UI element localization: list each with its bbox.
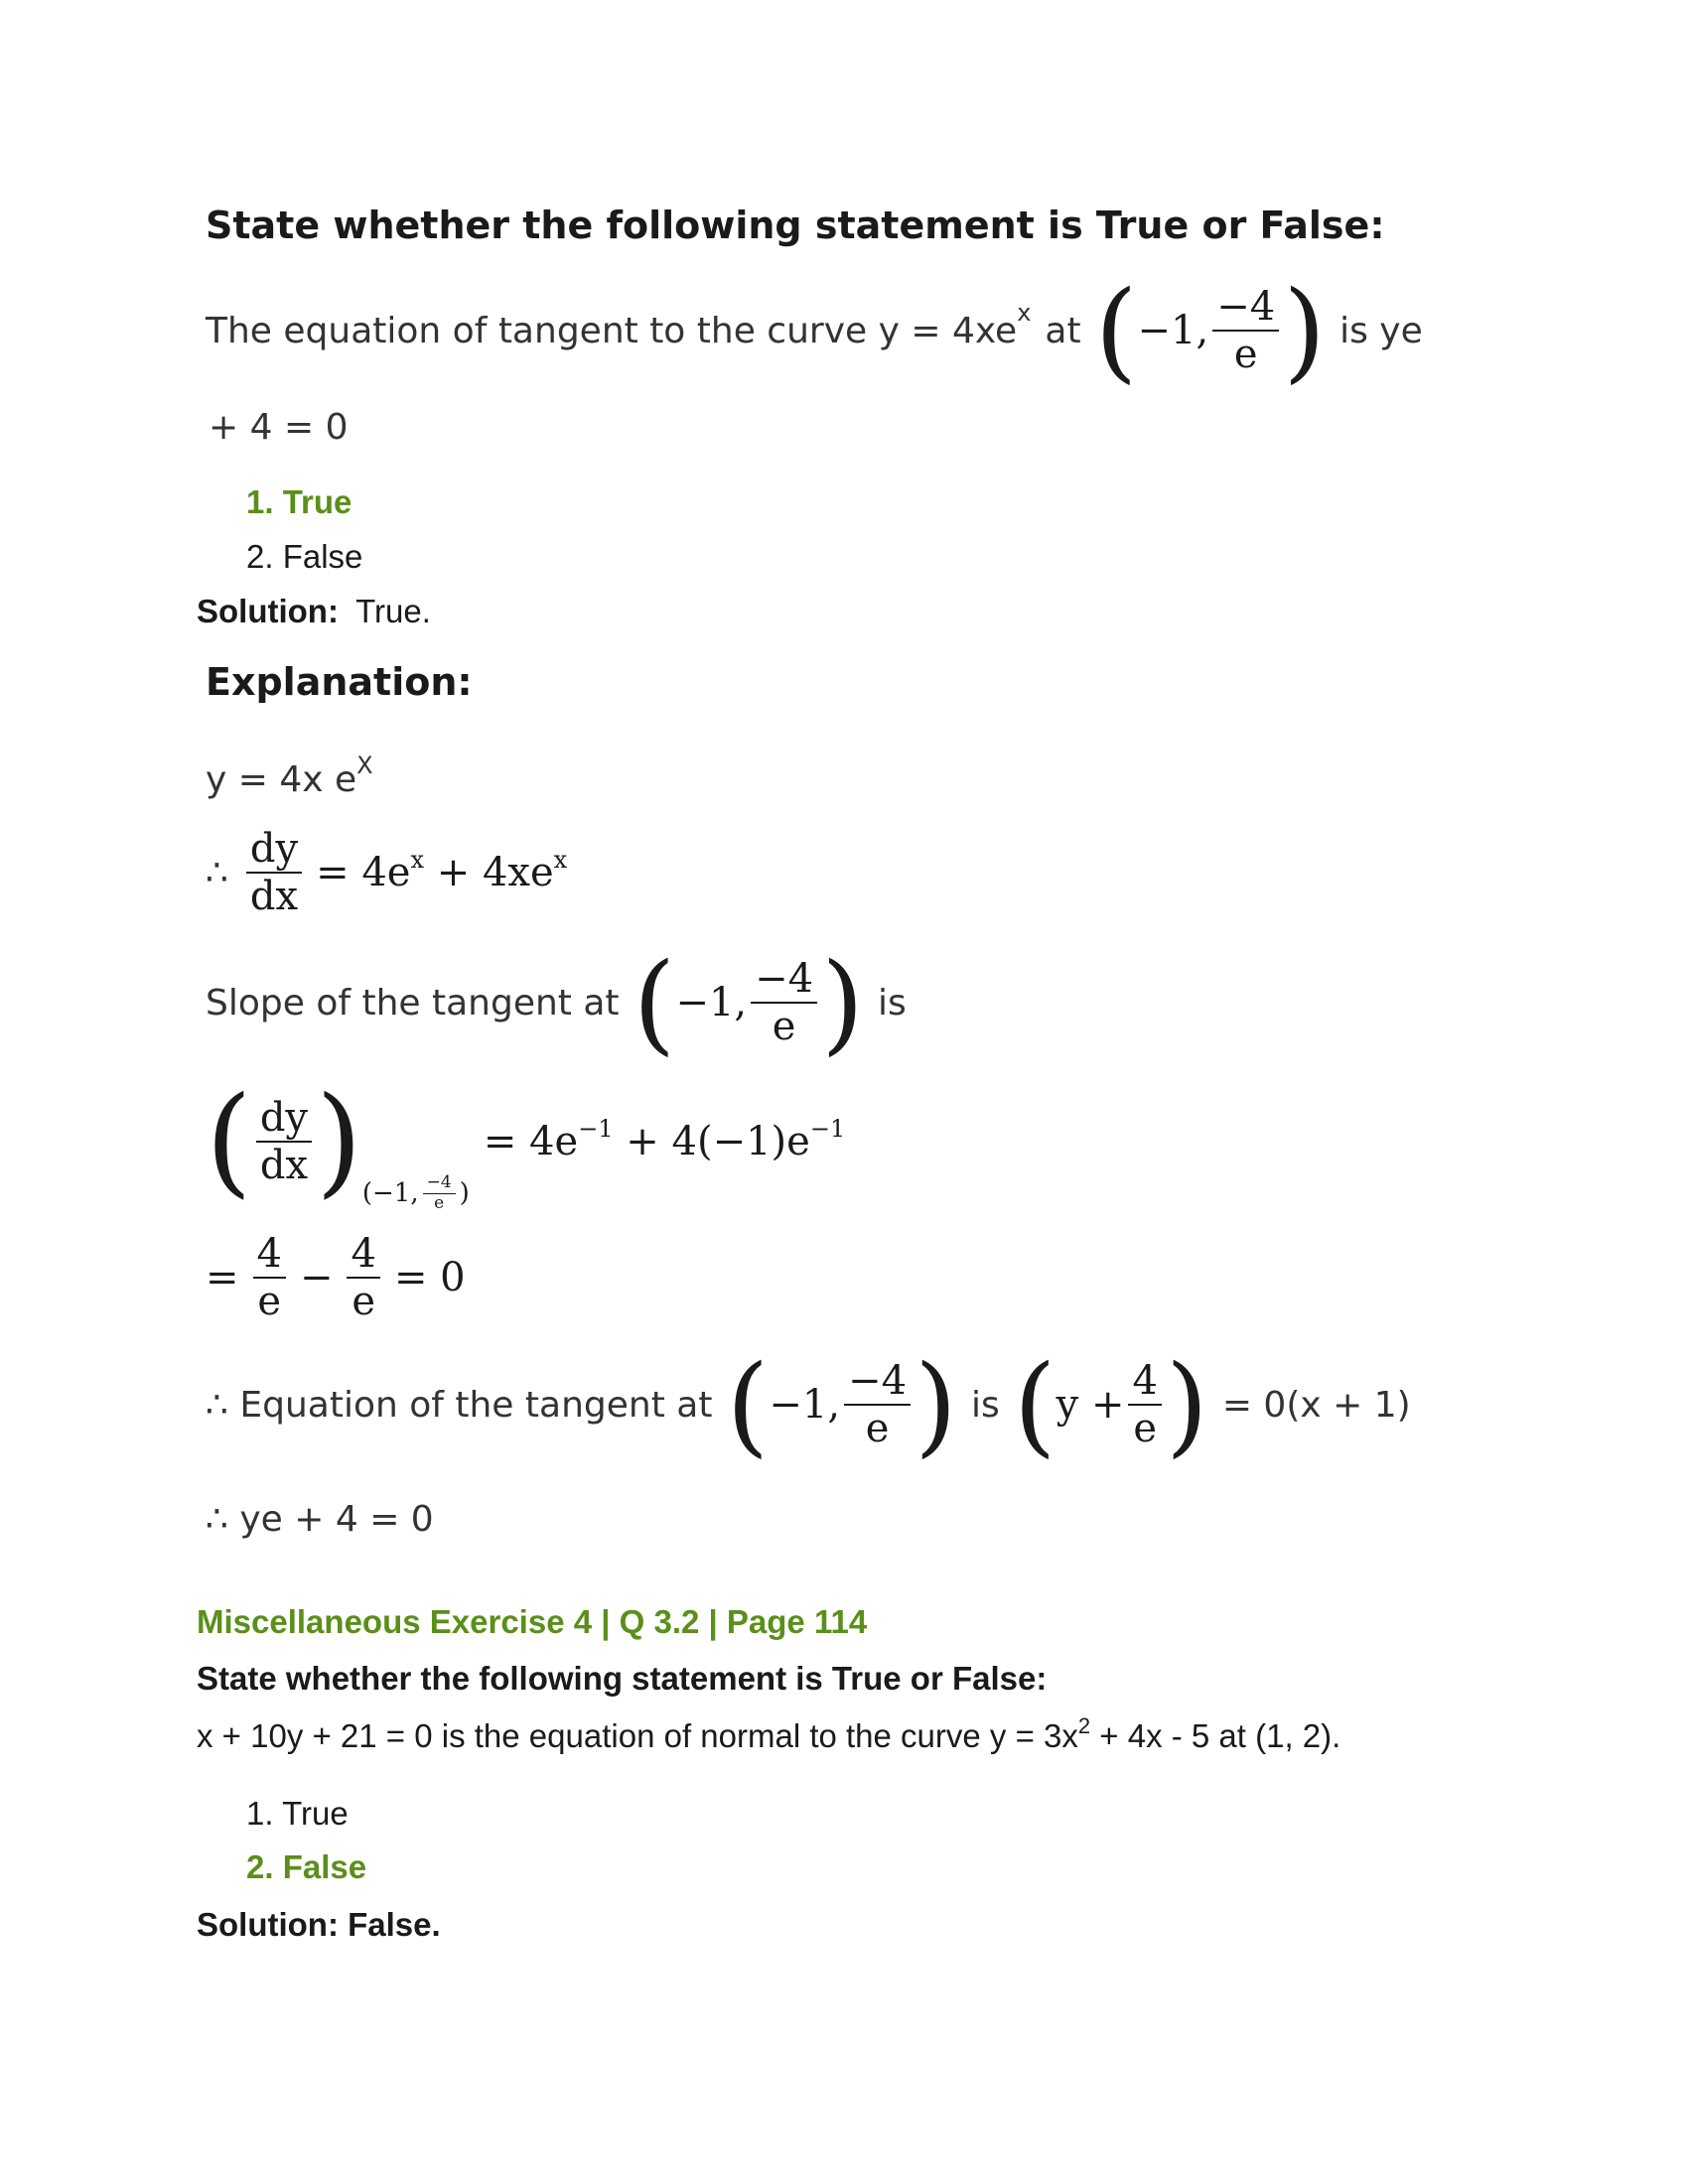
derivative-rhs [316,846,568,895]
q2-statement-a: x + 10y + 21 = 0 is the equation of normal to the curve y = 3x [197,1717,1078,1754]
dy-dx-den: dx [249,874,299,919]
tangent-y: y + [1055,1382,1125,1428]
slope-point-fraction [751,956,817,1049]
eval-sub-fraction [423,1173,456,1213]
right-paren: ) [821,939,865,1066]
slope-point-x: −1, [675,980,748,1025]
tangent-fraction-num: 4 [1128,1358,1161,1406]
right-paren: ) [914,1341,957,1468]
tangent-equation-line [206,1341,1411,1468]
q1-option-false[interactable]: 2. False [246,538,363,575]
tangent-prefix: ∴ Equation of the tangent at [206,1384,713,1426]
eval-sub-den: e [434,1192,445,1213]
derivative-rhs-sup1: x [410,846,425,874]
eval-rhs-b: + 4(−1)e [613,1119,810,1164]
eq-tail: = 0 [393,1255,466,1300]
eval-rhs-sup1: −1 [578,1115,614,1143]
minus-sign: − [299,1255,334,1300]
explanation-line-1 [206,751,373,800]
slope-point-den: e [772,1004,796,1049]
eval-rhs [483,1115,846,1164]
q1-statement-continued: + 4 = 0 [209,407,349,448]
right-paren: ) [316,1072,362,1210]
eval-fraction [256,1095,312,1188]
dy-dx-num: dy [246,826,302,874]
q1-solution [197,593,431,630]
tangent-fraction [1128,1358,1161,1451]
left-paren: ( [633,939,676,1066]
slope-point-num: −4 [751,956,817,1004]
q2-statement-sup: 2 [1077,1713,1091,1738]
q1-statement-prefix: The equation of tangent to the curve y = 4xe [206,310,1018,351]
dy-dx-fraction [246,826,302,919]
slope-line [206,939,907,1066]
tangent-point-x: −1, [769,1382,841,1428]
derivative-line [206,826,567,919]
eval-den: dx [259,1143,309,1188]
q2-option-false[interactable]: 2. False [246,1848,367,1885]
q2-statement-b: + 4x - 5 at (1, 2). [1090,1717,1341,1754]
q2-solution: Solution: False. [197,1906,441,1943]
q1-statement-sup: x [1017,299,1032,327]
explanation-line-1-sup: X [356,751,373,779]
q1-option-true[interactable]: 1. True [246,483,352,520]
eq-sign: = [206,1255,239,1300]
right-paren: ) [1283,267,1327,394]
left-paren: ( [1094,267,1138,394]
tangent-rhs: = 0(x + 1) [1221,1384,1411,1426]
derivative-rhs-sup2: x [553,846,568,874]
eq-fraction-1-num: 4 [253,1231,286,1279]
eval-rhs-sup2: −1 [809,1115,846,1143]
derivative-rhs-b: + 4xe [424,850,554,895]
q1-point-fraction [1212,284,1279,377]
q1-solution-value: True. [355,593,431,629]
explanation-final: ∴ ye + 4 = 0 [206,1499,434,1540]
q2-heading: State whether the following statement is True or False: [197,1660,1048,1697]
left-paren: ( [726,1341,770,1468]
explanation-heading: Explanation: [206,660,473,704]
q1-point-num: −4 [1212,284,1279,332]
eq-fraction-1-den: e [257,1279,282,1324]
tangent-point-fraction [844,1358,911,1451]
derivative-rhs-a: = 4e [316,850,411,895]
tangent-is: is [970,1384,1000,1426]
q2-statement [197,1713,1341,1755]
eval-sub-lparen: ( [361,1178,373,1208]
q1-point-den: e [1233,332,1258,377]
eval-sub-rparen: ) [459,1178,470,1208]
eq-fraction-2 [347,1231,379,1324]
q1-statement-at: at [1045,310,1081,351]
simplified-line [206,1231,466,1324]
explanation-line-1-text: y = 4x e [206,759,357,800]
right-paren: ) [1165,1341,1208,1468]
eval-sub-num: −4 [423,1173,456,1194]
q2-reference-link[interactable]: Miscellaneous Exercise 4 | Q 3.2 | Page 114 [197,1603,868,1640]
tangent-fraction-den: e [1133,1406,1158,1451]
q1-heading: State whether the following statement is True or False: [206,204,1385,247]
eval-sub-x: −1, [372,1178,419,1208]
q1-statement [206,267,1423,394]
slope-prefix: Slope of the tangent at [206,982,620,1024]
eval-subscript [362,1173,470,1213]
eq-fraction-2-den: e [352,1279,376,1324]
q1-point-x: −1, [1137,308,1209,353]
q1-statement-suffix: is ye [1339,310,1423,351]
therefore-symbol: ∴ [206,852,228,893]
q1-solution-label: Solution: [197,593,339,629]
left-paren: ( [1013,1341,1056,1468]
q2-option-true[interactable]: 1. True [246,1795,349,1832]
eval-rhs-a: = 4e [483,1119,579,1164]
slope-suffix: is [878,982,907,1024]
evaluated-derivative-line [206,1072,846,1213]
eval-num: dy [256,1095,312,1143]
eq-fraction-2-num: 4 [347,1231,379,1279]
eq-fraction-1 [253,1231,286,1324]
tangent-point-den: e [865,1406,890,1451]
left-paren: ( [206,1072,252,1210]
tangent-point-num: −4 [844,1358,911,1406]
